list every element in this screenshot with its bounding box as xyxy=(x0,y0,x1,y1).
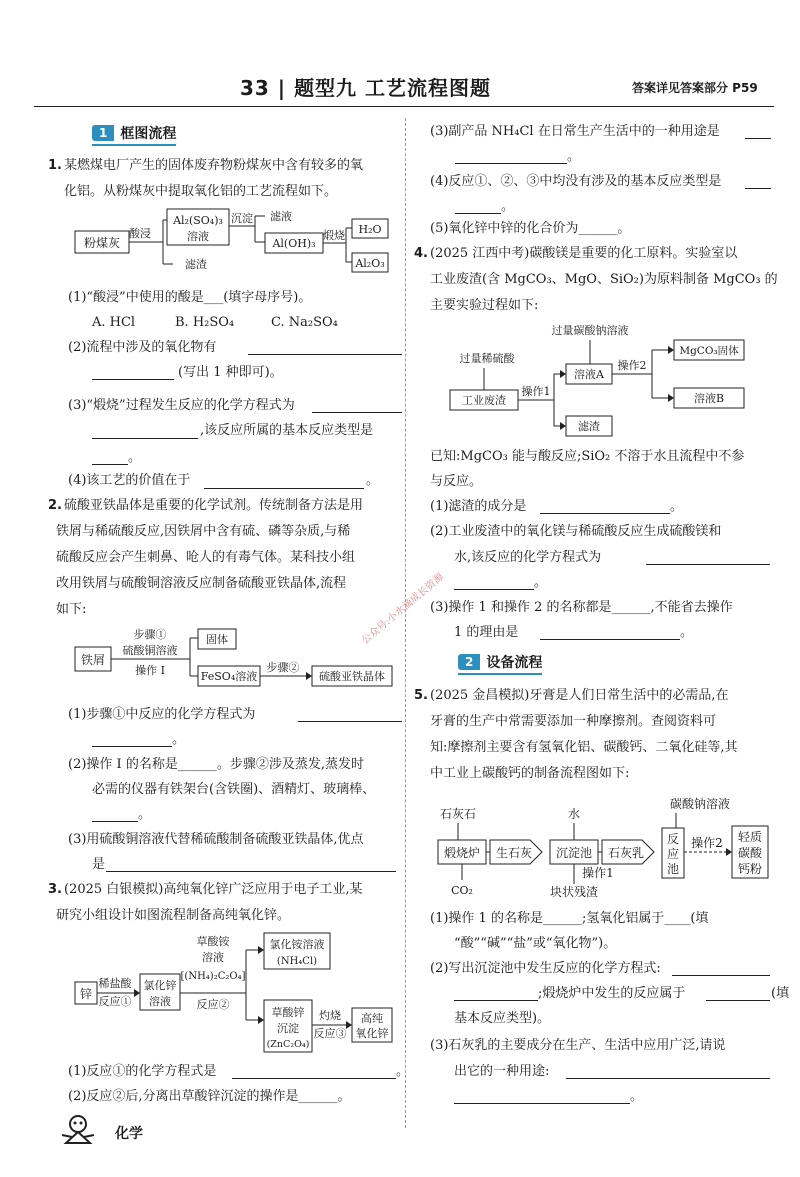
q2-stem-line: 改用铁屑与硫酸铜溶液反应制备硫酸亚铁晶体,流程 xyxy=(56,576,347,591)
q3-sub4: (4)反应①、②、③中均没有涉及的基本反应类型是 xyxy=(430,174,722,189)
q1-number: 1. xyxy=(48,158,62,173)
svg-text:步骤①: 步骤① xyxy=(133,628,167,641)
svg-text:沉淀: 沉淀 xyxy=(277,1022,299,1035)
answer-line[interactable] xyxy=(745,188,771,189)
q3-flowchart xyxy=(70,930,400,1060)
answer-line[interactable] xyxy=(745,138,771,139)
q1-stem-line: 化铝。从粉煤灰中提取氧化铝的工艺流程如下。 xyxy=(64,184,338,199)
q4-sub3-cont: 1 的理由是 xyxy=(454,625,519,640)
q4-sub2-cont: 水,该反应的化学方程式为 xyxy=(454,550,602,565)
svg-text:水: 水 xyxy=(567,807,581,821)
q3-sub5: (5)氧化锌中锌的化合价为______。 xyxy=(430,221,631,236)
answer-line[interactable] xyxy=(312,412,402,413)
answer-line[interactable] xyxy=(540,513,670,514)
svg-text:高纯: 高纯 xyxy=(361,1012,383,1025)
answer-line[interactable] xyxy=(646,564,770,565)
svg-text:固体: 固体 xyxy=(206,633,228,646)
answer-line[interactable] xyxy=(248,354,402,355)
svg-text:草酸铵: 草酸铵 xyxy=(196,935,230,948)
q2-sub1: (1)步骤①中反应的化学方程式为 xyxy=(68,707,256,722)
answer-line[interactable] xyxy=(106,871,396,872)
q2-stem-line: 如下: xyxy=(56,602,87,617)
answer-line[interactable] xyxy=(92,821,138,822)
q3-sub3: (3)副产品 NH₄Cl 在日常生产生活中的一种用途是 xyxy=(430,124,720,139)
q1-sub4: (4)该工艺的价值在于 xyxy=(68,473,191,488)
svg-text:沉淀: 沉淀 xyxy=(231,212,253,225)
answer-line[interactable] xyxy=(454,1000,538,1001)
svg-text:溶液B: 溶液B xyxy=(693,392,725,405)
svg-text:溶液: 溶液 xyxy=(187,230,209,243)
q4-known-cont: 与反应。 xyxy=(430,474,483,489)
section-heading-1: 1 框图流程 xyxy=(92,122,176,144)
answer-line[interactable] xyxy=(92,746,172,747)
svg-text:Al₂O₃: Al₂O₃ xyxy=(355,257,385,270)
q1-sub2-note: (写出 1 种即可)。 xyxy=(178,365,283,380)
q1-flowchart xyxy=(70,206,400,278)
svg-text:钙粉: 钙粉 xyxy=(737,862,763,876)
svg-text:氯化锌: 氯化锌 xyxy=(143,979,177,992)
q2-number: 2. xyxy=(48,498,62,513)
q5-sub2: (2)写出沉淀池中发生反应的化学方程式: xyxy=(430,961,661,976)
svg-text:草酸锌: 草酸锌 xyxy=(271,1006,305,1019)
svg-text:CO₂: CO₂ xyxy=(451,884,473,897)
column-divider xyxy=(405,118,406,1128)
q4-sub2: (2)工业废渣中的氧化镁与稀硫酸反应生成硫酸镁和 xyxy=(430,524,722,539)
svg-text:滤渣: 滤渣 xyxy=(578,420,600,433)
q5-sub1: (1)操作 1 的名称是______;氢氧化铝属于____(填 xyxy=(430,911,709,926)
answer-line[interactable] xyxy=(706,1000,770,1001)
svg-text:操作1: 操作1 xyxy=(521,385,551,398)
q1-sub3-cont: ,该反应所属的基本反应类型是 xyxy=(200,423,374,438)
page-title: 33 | 题型九 工艺流程图题 xyxy=(240,76,492,100)
q4-sub3: (3)操作 1 和操作 2 的名称都是______,不能省去操作 xyxy=(430,600,733,615)
svg-text:[(NH₄)₂C₂O₄]: [(NH₄)₂C₂O₄] xyxy=(180,971,246,982)
answer-line[interactable] xyxy=(92,379,174,380)
svg-text:碳酸钠溶液: 碳酸钠溶液 xyxy=(669,797,731,811)
svg-text:步骤②: 步骤② xyxy=(266,661,300,674)
q5-sub2-end: 基本反应类型)。 xyxy=(454,1011,551,1026)
q5-flowchart xyxy=(430,788,775,898)
q3-sub1: (1)反应①的化学方程式是 xyxy=(68,1064,217,1079)
answer-line[interactable] xyxy=(298,721,402,722)
svg-text:(NH₄Cl): (NH₄Cl) xyxy=(276,956,318,967)
q5-stem-line: (2025 金昌模拟)牙膏是人们日常生活中的必需品,在 xyxy=(430,688,729,703)
svg-text:硫酸亚铁晶体: 硫酸亚铁晶体 xyxy=(319,670,385,683)
svg-text:操作1: 操作1 xyxy=(582,866,614,880)
svg-text:溶液: 溶液 xyxy=(202,951,224,964)
svg-text:轻质: 轻质 xyxy=(737,830,763,844)
answer-line[interactable] xyxy=(204,488,364,489)
q4-stem-line: 主要实验过程如下: xyxy=(430,298,539,313)
q5-number: 5. xyxy=(414,688,428,703)
svg-text:滤液: 滤液 xyxy=(270,210,292,223)
svg-text:溶液: 溶液 xyxy=(149,995,171,1008)
svg-text:煅烧: 煅烧 xyxy=(323,229,345,242)
svg-text:H₂O: H₂O xyxy=(358,223,382,236)
q4-stem-line: 工业废渣(含 MgCO₃、MgO、SiO₂)为原料制备 MgCO₃ 的 xyxy=(430,272,778,287)
answer-line[interactable] xyxy=(455,163,567,164)
svg-text:锌: 锌 xyxy=(79,987,93,1001)
q1-option-b: B. H₂SO₄ xyxy=(175,315,235,330)
svg-text:氯化铵溶液: 氯化铵溶液 xyxy=(269,938,325,951)
svg-text:溶液A: 溶液A xyxy=(574,368,604,381)
section-heading-2: 2 设备流程 xyxy=(458,651,542,673)
svg-text:硫酸铜溶液: 硫酸铜溶液 xyxy=(122,644,178,657)
answer-line[interactable] xyxy=(232,1078,396,1079)
q2-stem-line: 硫酸亚铁晶体是重要的化学试剂。传统制备方法是用 xyxy=(64,498,364,513)
q3-stem-line: (2025 白银模拟)高纯氧化锌广泛应用于电子工业,某 xyxy=(64,882,363,897)
q2-stem-line: 铁屑与稀硫酸反应,因铁屑中含有硫、磷等杂质,与稀 xyxy=(56,524,351,539)
q1-label-start: 粉煤灰 xyxy=(83,236,121,250)
q3-stem-line: 研究小组设计如图流程制备高纯氧化锌。 xyxy=(56,908,291,923)
q4-stem-line: (2025 江西中考)碳酸镁是重要的化工原料。实验室以 xyxy=(430,246,738,261)
q5-sub2-cont: ;煅烧炉中发生的反应属于 xyxy=(538,986,686,1001)
q4-sub1: (1)滤渣的成分是 xyxy=(430,499,527,514)
svg-text:滤渣: 滤渣 xyxy=(185,258,207,271)
q5-sub3: (3)石灰乳的主要成分在生产、生活中应用广泛,请说 xyxy=(430,1038,726,1053)
svg-text:池: 池 xyxy=(666,862,680,876)
q1-option-c: C. Na₂SO₄ xyxy=(271,315,338,330)
svg-text:反应①: 反应① xyxy=(98,995,132,1008)
svg-text:块状残渣: 块状残渣 xyxy=(549,885,599,898)
q5-sub1-cont: “酸”“碱”“盐”或“氧化物”)。 xyxy=(454,936,617,951)
q5-stem-line: 中工业上碳酸钙的制备流程图如下: xyxy=(430,766,630,781)
q1-sub3: (3)“煅烧”过程发生反应的化学方程式为 xyxy=(68,398,295,413)
svg-text:反应③: 反应③ xyxy=(313,1027,347,1040)
svg-text:Al(OH)₃: Al(OH)₃ xyxy=(272,237,316,250)
svg-text:应: 应 xyxy=(666,847,680,861)
svg-text:石灰乳: 石灰乳 xyxy=(607,846,645,860)
svg-text:氧化锌: 氧化锌 xyxy=(355,1027,389,1040)
svg-text:反应②: 反应② xyxy=(196,998,230,1011)
watermark: 公众号:小水滴成长资源 xyxy=(359,571,447,647)
svg-text:稀盐酸: 稀盐酸 xyxy=(98,977,132,990)
svg-text:过量碳酸钠溶液: 过量碳酸钠溶液 xyxy=(551,324,629,337)
q2-sub3: (3)用硫酸铜溶液代替稀硫酸制备硫酸亚铁晶体,优点 xyxy=(68,832,364,847)
svg-text:工业废渣: 工业废渣 xyxy=(462,394,506,407)
q1-option-a: A. HCl xyxy=(92,315,136,330)
svg-text:铁屑: 铁屑 xyxy=(80,653,106,667)
q2-sub3-cont: 是 xyxy=(92,857,106,872)
svg-text:碳酸: 碳酸 xyxy=(737,846,763,860)
svg-text:操作2: 操作2 xyxy=(617,359,647,372)
q1-sub2: (2)流程中涉及的氧化物有 xyxy=(68,340,217,355)
answer-line[interactable] xyxy=(92,438,198,439)
mascot-icon xyxy=(56,1113,100,1147)
footer-subject: 化学 xyxy=(115,1126,143,1142)
q2-sub2: (2)操作 I 的名称是______。步骤②涉及蒸发,蒸发时 xyxy=(68,757,364,772)
svg-text:生石灰: 生石灰 xyxy=(495,846,533,860)
svg-text:反: 反 xyxy=(666,832,680,846)
q2-flowchart xyxy=(70,624,400,694)
answer-line[interactable] xyxy=(540,639,680,640)
svg-text:FeSO₄溶液: FeSO₄溶液 xyxy=(200,670,258,683)
q1-sub1: (1)“酸浸”中使用的酸是___(填字母序号)。 xyxy=(68,290,312,305)
svg-text:石灰石: 石灰石 xyxy=(439,807,477,821)
q5-sub2-fill: (填 xyxy=(771,986,790,1001)
q2-stem-line: 硫酸反应会产生刺鼻、呛人的有毒气体。某科技小组 xyxy=(56,550,356,565)
q3-number: 3. xyxy=(48,882,62,897)
q5-stem-line: 牙膏的生产中常需要添加一种摩擦剂。查阅资料可 xyxy=(430,714,717,729)
answer-line[interactable] xyxy=(454,589,534,590)
svg-text:灼烧: 灼烧 xyxy=(319,1009,341,1022)
q4-number: 4. xyxy=(414,246,428,261)
answer-reference: 答案详见答案部分 P59 xyxy=(632,81,758,95)
q2-sub2-cont: 必需的仪器有铁架台(含铁圈)、酒精灯、玻璃棒、 xyxy=(92,782,376,797)
svg-text:过量稀硫酸: 过量稀硫酸 xyxy=(459,352,515,365)
svg-text:操作 I: 操作 I xyxy=(135,664,165,677)
answer-line[interactable] xyxy=(566,1078,770,1079)
svg-text:操作2: 操作2 xyxy=(691,836,723,850)
svg-text:煅烧炉: 煅烧炉 xyxy=(443,846,481,860)
q5-sub3-cont: 出它的一种用途: xyxy=(454,1064,550,1079)
svg-text:(ZnC₂O₄): (ZnC₂O₄) xyxy=(266,1039,310,1050)
q4-known: 已知:MgCO₃ 能与酸反应;SiO₂ 不溶于水且流程中不参 xyxy=(430,449,745,464)
q3-sub2: (2)反应②后,分离出草酸锌沉淀的操作是______。 xyxy=(68,1089,351,1104)
q1-stem-line: 某燃煤电厂产生的固体废弃物粉煤灰中含有较多的氧 xyxy=(64,158,364,173)
header-rule xyxy=(34,106,774,107)
svg-text:Al₂(SO₄)₃: Al₂(SO₄)₃ xyxy=(173,214,223,227)
svg-text:酸浸: 酸浸 xyxy=(129,227,151,240)
svg-text:MgCO₃固体: MgCO₃固体 xyxy=(679,345,739,357)
q4-flowchart xyxy=(430,318,770,442)
answer-line[interactable] xyxy=(454,1103,630,1104)
answer-line[interactable] xyxy=(455,213,501,214)
svg-text:沉淀池: 沉淀池 xyxy=(555,846,593,860)
q5-stem-line: 知:摩擦剂主要含有氢氧化铝、碳酸钙、二氧化硅等,其 xyxy=(430,740,738,755)
answer-line[interactable] xyxy=(672,975,770,976)
answer-line[interactable] xyxy=(92,464,128,465)
